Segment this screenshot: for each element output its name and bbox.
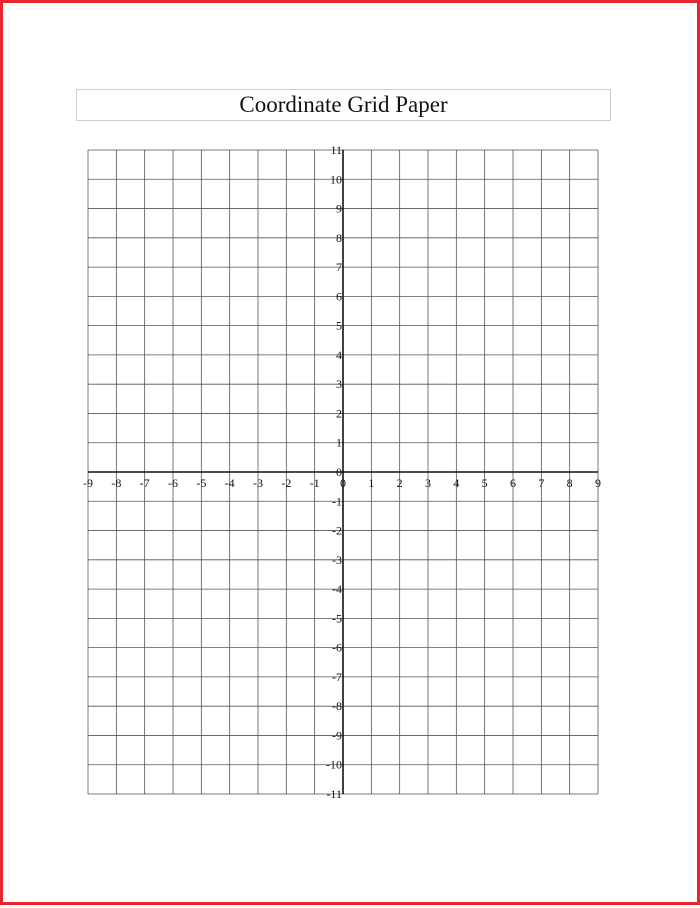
y-tick-label: -2 (332, 523, 342, 538)
x-tick-labels (83, 476, 601, 490)
y-tick-label: -10 (326, 757, 342, 772)
x-tick-label: -4 (224, 476, 235, 490)
x-tick-label: -9 (83, 476, 93, 490)
x-tick-label: -5 (196, 476, 207, 490)
y-tick-label: 1 (336, 435, 342, 450)
x-tick-label: -1 (309, 476, 320, 490)
x-tick-label: 7 (538, 476, 545, 490)
page-title: Coordinate Grid Paper (76, 89, 611, 121)
coordinate-grid (3, 3, 700, 908)
x-tick-label: 9 (595, 476, 601, 490)
x-tick-label: 4 (453, 476, 460, 490)
x-tick-label: -6 (168, 476, 178, 490)
x-tick-label: 6 (510, 476, 516, 490)
y-tick-label: -7 (332, 669, 342, 684)
x-tick-label: 1 (368, 476, 375, 490)
x-tick-label: -7 (139, 476, 150, 490)
x-tick-label: -8 (111, 476, 122, 490)
y-tick-label: -5 (332, 611, 342, 626)
y-tick-label: 7 (336, 260, 342, 275)
y-tick-label: -9 (332, 728, 342, 743)
x-tick-label: 8 (566, 476, 573, 490)
x-tick-label: 5 (481, 476, 488, 490)
y-tick-label: 8 (336, 230, 342, 245)
axes (88, 150, 598, 794)
y-tick-label: 2 (336, 406, 342, 421)
x-tick-label: -2 (281, 476, 292, 490)
x-tick-label: -3 (253, 476, 263, 490)
y-tick-label: -4 (332, 582, 342, 597)
x-tick-label: 0 (340, 476, 346, 490)
y-tick-label: -3 (332, 552, 342, 567)
x-tick-label: 3 (425, 476, 431, 490)
y-tick-label: -1 (332, 494, 342, 509)
y-tick-label: -6 (332, 640, 342, 655)
y-tick-label: 10 (330, 172, 342, 187)
y-tick-label: 6 (336, 289, 342, 304)
y-tick-label: -8 (332, 699, 342, 714)
y-tick-label: 9 (336, 201, 342, 216)
y-tick-label: 0 (336, 465, 342, 479)
x-tick-label: 2 (396, 476, 403, 490)
y-tick-label: 11 (330, 143, 342, 157)
y-tick-label: 3 (336, 377, 342, 392)
y-tick-label: 4 (336, 347, 342, 362)
y-tick-label: 5 (336, 318, 342, 333)
y-tick-label: -11 (326, 787, 342, 801)
